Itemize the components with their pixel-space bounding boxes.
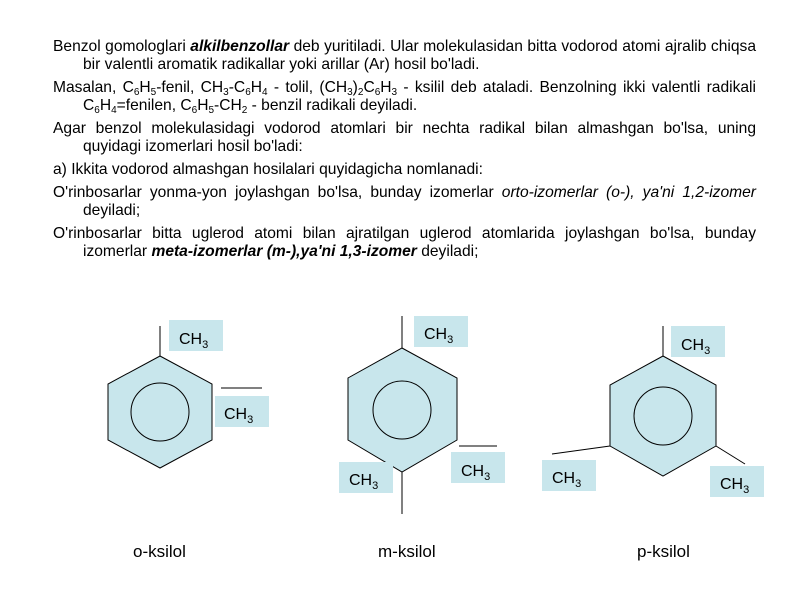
ch3-text: CH — [461, 463, 485, 480]
bond-para-2 — [716, 446, 745, 464]
subscript: 4 — [111, 105, 117, 116]
ch3-text: CH — [720, 476, 744, 493]
text-span: Masalan, C — [53, 79, 134, 96]
paragraph-ortho — [53, 184, 756, 220]
caption-meta-xylene: m-ksilol — [378, 542, 436, 561]
paragraph-naming: a) Ikkita vodorod almashgan hosilalari quyidagicha nomlanadi: — [53, 161, 483, 178]
ortho-xylene-structure — [108, 320, 269, 468]
subscript: 3 — [223, 87, 229, 98]
ch3-subscript: 3 — [202, 339, 209, 351]
subscript: 6 — [191, 105, 198, 116]
ch3-text: CH — [424, 326, 448, 343]
aromatic-circle-ortho — [131, 383, 189, 441]
aromatic-circle-meta — [373, 381, 431, 439]
caption-para-xylene: p-ksilol — [637, 542, 690, 561]
bond-para-3 — [552, 446, 610, 454]
ch3-subscript: 3 — [247, 414, 254, 426]
ch3-label-para-3 — [710, 466, 764, 497]
ch3-subscript: 3 — [704, 345, 711, 357]
text-span: =fenilen, C — [116, 97, 192, 114]
text-span: O'rinbosarlar yonma-yon joylashgan bo'lsa, bunday izomerlar — [53, 184, 502, 201]
paragraph-isomers-intro: Agar benzol molekulasidagi vodorod atomlari bir nechta radikal bilan almashgan bo'lsa, uning quyidagi izomerlari hosil bo'ladi: — [53, 120, 756, 155]
text-span: deyiladi; — [416, 243, 479, 260]
text-span: - benzil radikali deyiladi. — [247, 97, 418, 114]
ch3-subscript: 3 — [447, 334, 454, 346]
text-span: H — [380, 79, 392, 96]
ch3-subscript: 3 — [743, 484, 750, 496]
text-span: deb yuritiladi. Ular molekulasidan bitta vodorod atomi ajralib chiqsa bir valentli aromatik radikallar yoki arillar (Ar) hosil bo'ladi. — [83, 38, 756, 73]
text-span: -fenil, CH — [156, 79, 224, 96]
text-span: - tolil, (CH — [267, 79, 348, 96]
ch3-label-meta-3 — [339, 462, 393, 493]
text-span: H — [99, 97, 112, 114]
text-span: H — [250, 79, 263, 96]
text-span: O'rinbosarlar bitta uglerod atomi bilan ajratilgan uglerod atomlarida joylashgan bo'lsa, bunday izomerlar — [53, 225, 756, 260]
subscript: 6 — [374, 87, 381, 98]
text-span: -CH — [214, 97, 242, 114]
subscript: 4 — [262, 87, 268, 98]
meta-xylene-structure — [339, 316, 505, 514]
text-span: -C — [228, 79, 246, 96]
ch3-label-para-2 — [542, 460, 596, 491]
subscript: 3 — [347, 87, 353, 98]
ch3-text: CH — [224, 406, 248, 423]
text-span: H — [139, 79, 151, 96]
ch3-subscript: 3 — [372, 480, 379, 492]
subscript: 6 — [133, 87, 140, 98]
subscript: 2 — [357, 87, 364, 98]
text-span: deyiladi; — [83, 202, 141, 219]
subscript: 3 — [391, 87, 398, 98]
ch3-text: CH — [179, 331, 203, 348]
text-span: ) — [352, 79, 358, 96]
ch3-subscript: 3 — [484, 471, 491, 483]
subscript: 6 — [94, 105, 100, 116]
ch3-label-ortho-2 — [215, 396, 269, 427]
ch3-text: CH — [681, 337, 705, 354]
ch3-label-para-1 — [671, 326, 725, 357]
ch3-text: CH — [552, 470, 576, 487]
subscript: 5 — [208, 105, 215, 116]
caption-ortho-xylene: o-ksilol — [133, 542, 186, 561]
term-alkylbenzenes: alkilbenzollar — [190, 38, 290, 55]
subscript: 2 — [241, 105, 248, 116]
ch3-label-meta-2 — [451, 452, 505, 483]
term-ortho-isomers: orto-izomerlar (o-), ya'ni 1,2-izomer — [501, 184, 756, 201]
ch3-label-meta-1 — [414, 316, 468, 347]
term-meta-isomers: meta-izomerlar (m-),ya'ni 1,3-izomer — [151, 243, 417, 260]
para-xylene-structure — [542, 326, 764, 497]
text-content — [53, 38, 756, 266]
text-span: - ksilil deb ataladi. Benzolning ikki valentli radikali C — [83, 79, 756, 114]
paragraph-meta — [53, 225, 756, 261]
ch3-subscript: 3 — [575, 478, 582, 490]
paragraph-radicals — [53, 79, 756, 115]
ch3-text: CH — [349, 472, 373, 489]
subscript: 5 — [150, 87, 157, 98]
aromatic-circle-para — [634, 387, 692, 445]
text-span: H — [197, 97, 209, 114]
ch3-label-ortho-1 — [169, 320, 223, 351]
text-span: Benzol gomologlari — [53, 38, 191, 55]
text-span: C — [363, 79, 375, 96]
subscript: 6 — [245, 87, 251, 98]
paragraph-homologs — [53, 38, 756, 74]
